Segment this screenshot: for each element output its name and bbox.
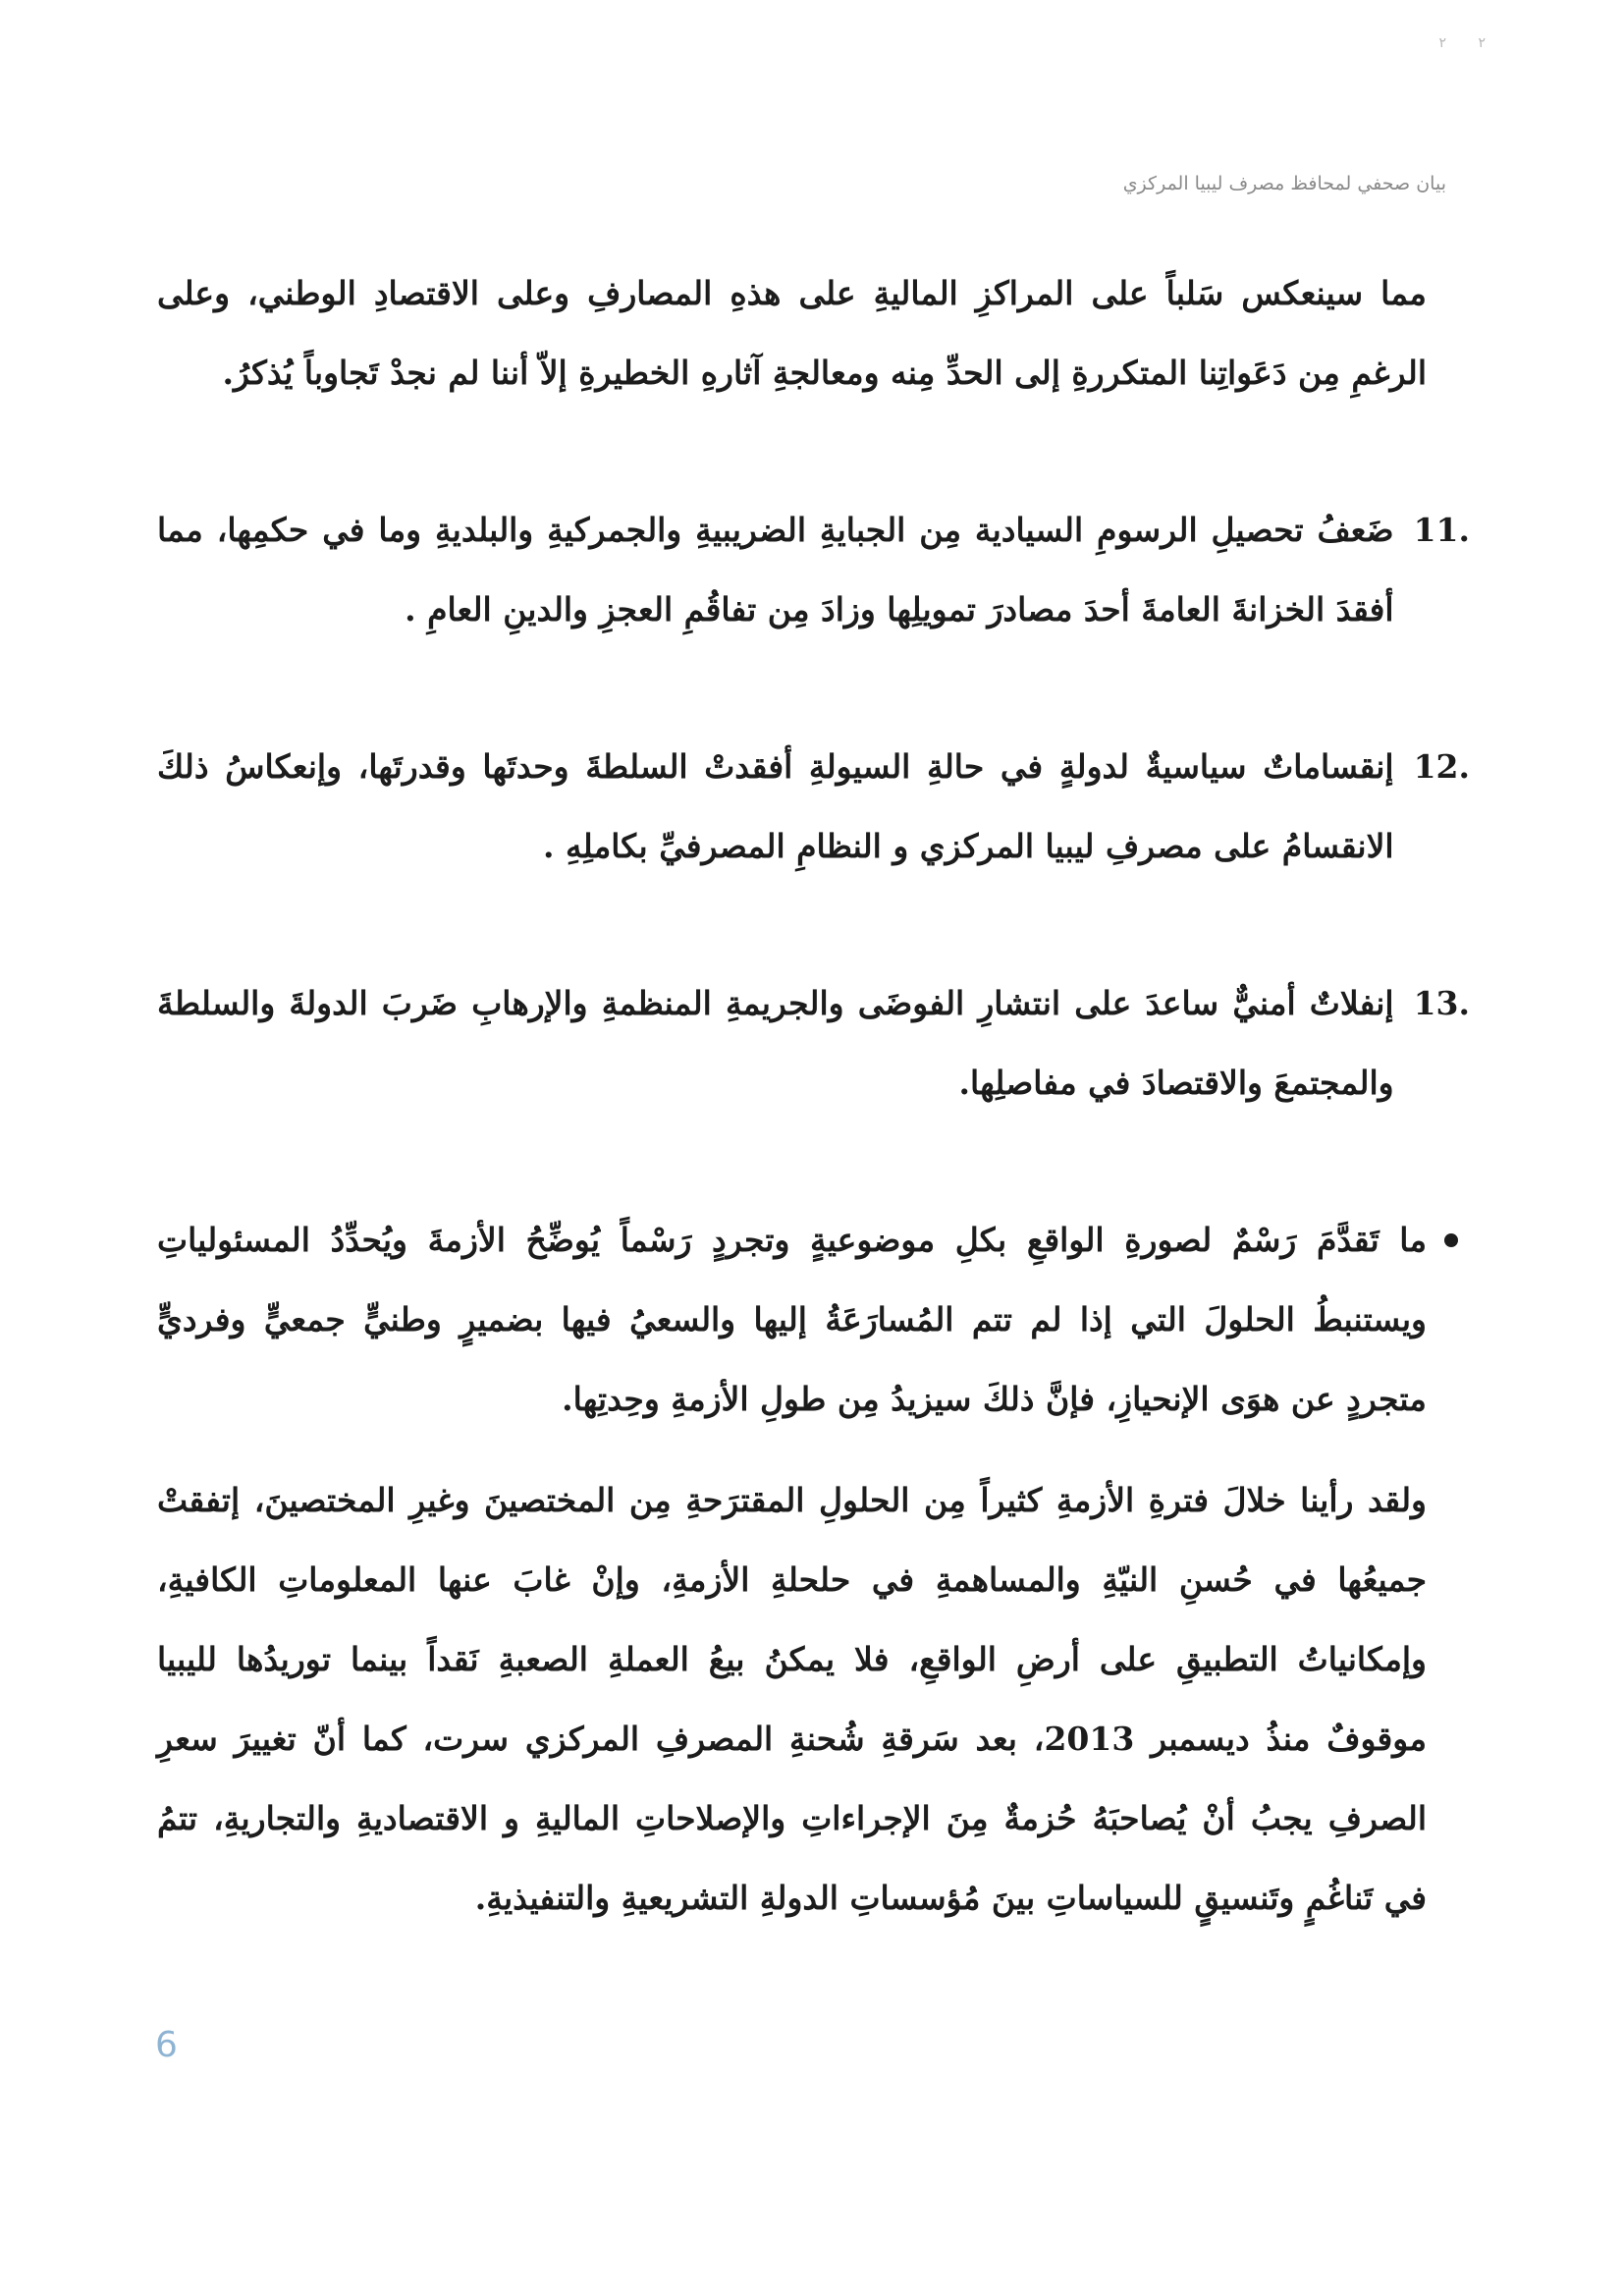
- item-number: 13.: [1413, 984, 1470, 1022]
- item-text: إنقساماتٌ سياسيةٌ لدولةٍ في حالةِ السيولةِ أفقدتْ السلطةَ وحدتَها وقدرتَها، وإنعكاسُ ذلكَ الانقسامُ على مصرفِ ليبيا المركزي و النظامِ المصرفيِّ بكاملِهِ .: [157, 747, 1394, 865]
- running-header: بيان صحفي لمحافظ مصرف ليبيا المركزي: [1122, 173, 1446, 194]
- item-text: إنفلاتٌ أمنيٌّ ساعدَ على انتشارِ الفوضَى والجريمةِ المنظمةِ والإرهابِ ضَربَ الدولةَ والسلطةَ والمجتمعَ والاقتصادَ في مفاصلِها.: [157, 984, 1394, 1102]
- corner-mark: ۲: [1438, 35, 1446, 51]
- item-number: 11.: [1413, 511, 1470, 549]
- corner-mark: ٢: [1478, 35, 1486, 51]
- item-number: 12.: [1413, 747, 1470, 786]
- intro-paragraph: مما سينعكس سَلباً على المراكزِ الماليةِ على هذهِ المصارفِ وعلى الاقتصادِ الوطني، وعلى الرغمِ مِن دَعَواتِنا المتكررةِ إلى الحدِّ مِنه ومعالجةِ آثارهِ الخطيرةِ إلاّ أننا لم نجدْ تَجاوباً يُذكرُ.: [157, 274, 1427, 392]
- bullet-icon: [1444, 1233, 1458, 1247]
- item-text: ضَعفُ تحصيلِ الرسومِ السيادية مِن الجبايةِ الضريبيةِ والجمركيةِ والبلديةِ وما في حكمِها، مما أفقدَ الخزانةَ العامةَ أحدَ مصادرَ تمويلِها وزادَ مِن تفاقُمِ العجزِ والدينِ العامِ .: [157, 511, 1394, 629]
- list-item: [157, 727, 1470, 886]
- bullet-text: ما تَقدَّمَ رَسْمٌ لصورةِ الواقعِ بكلِ موضوعيةٍ وتجردٍ رَسْماً يُوضِّحُ الأزمةَ ويُحدِّدُ المسئولياتِ ويستنبطُ الحلولَ التي إذا لم تتم المُسارَعَةُ إليها والسعيُ فيها بضميرٍ وطنيٍّ جمعيٍّ وفرديٍّ متجردٍ عن هوَى الإنحيازِ، فإنَّ ذلكَ سيزيدُ مِن طولِ الأزمةِ وحِدتِها.: [157, 1221, 1427, 1418]
- bullet-item: [157, 1200, 1427, 1439]
- list-item: [157, 490, 1470, 649]
- document-body: [157, 253, 1470, 1938]
- page-number: 6: [155, 2025, 178, 2065]
- closing-paragraph: ولقد رأينا خلالَ فترةِ الأزمةِ كثيراً مِن الحلولِ المقترَحةِ مِن المختصينَ وغيرِ المختصينَ، إتفقتْ جميعُها في حُسنِ النيّةِ والمساهمةِ في حلحلةِ الأزمةِ، وإنْ غابَ عنها المعلوماتِ الكافيةِ، وإمكانياتُ التطبيقِ على أرضِ الواقعِ، فلا يمكنُ بيعُ العملةِ الصعبةِ نَقداً بينما توريدُها لليبيا موقوفٌ منذُ ديسمبر 2013، بعد سَرقةِ شُحنةِ المصرفِ المركزي سرت، كما أنّ تغييرَ سعرِ الصرفِ يجبُ أنْ يُصاحبَهُ حُزمةٌ مِنَ الإجراءاتِ والإصلاحاتِ الماليةِ و الاقتصاديةِ والتجاريةِ، تتمُ في تَناغُمٍ وتَنسيقٍ للسياساتِ بينَ مُؤسساتِ الدولةِ التشريعيةِ والتنفيذيةِ.: [157, 1481, 1427, 1917]
- list-item: [157, 963, 1470, 1122]
